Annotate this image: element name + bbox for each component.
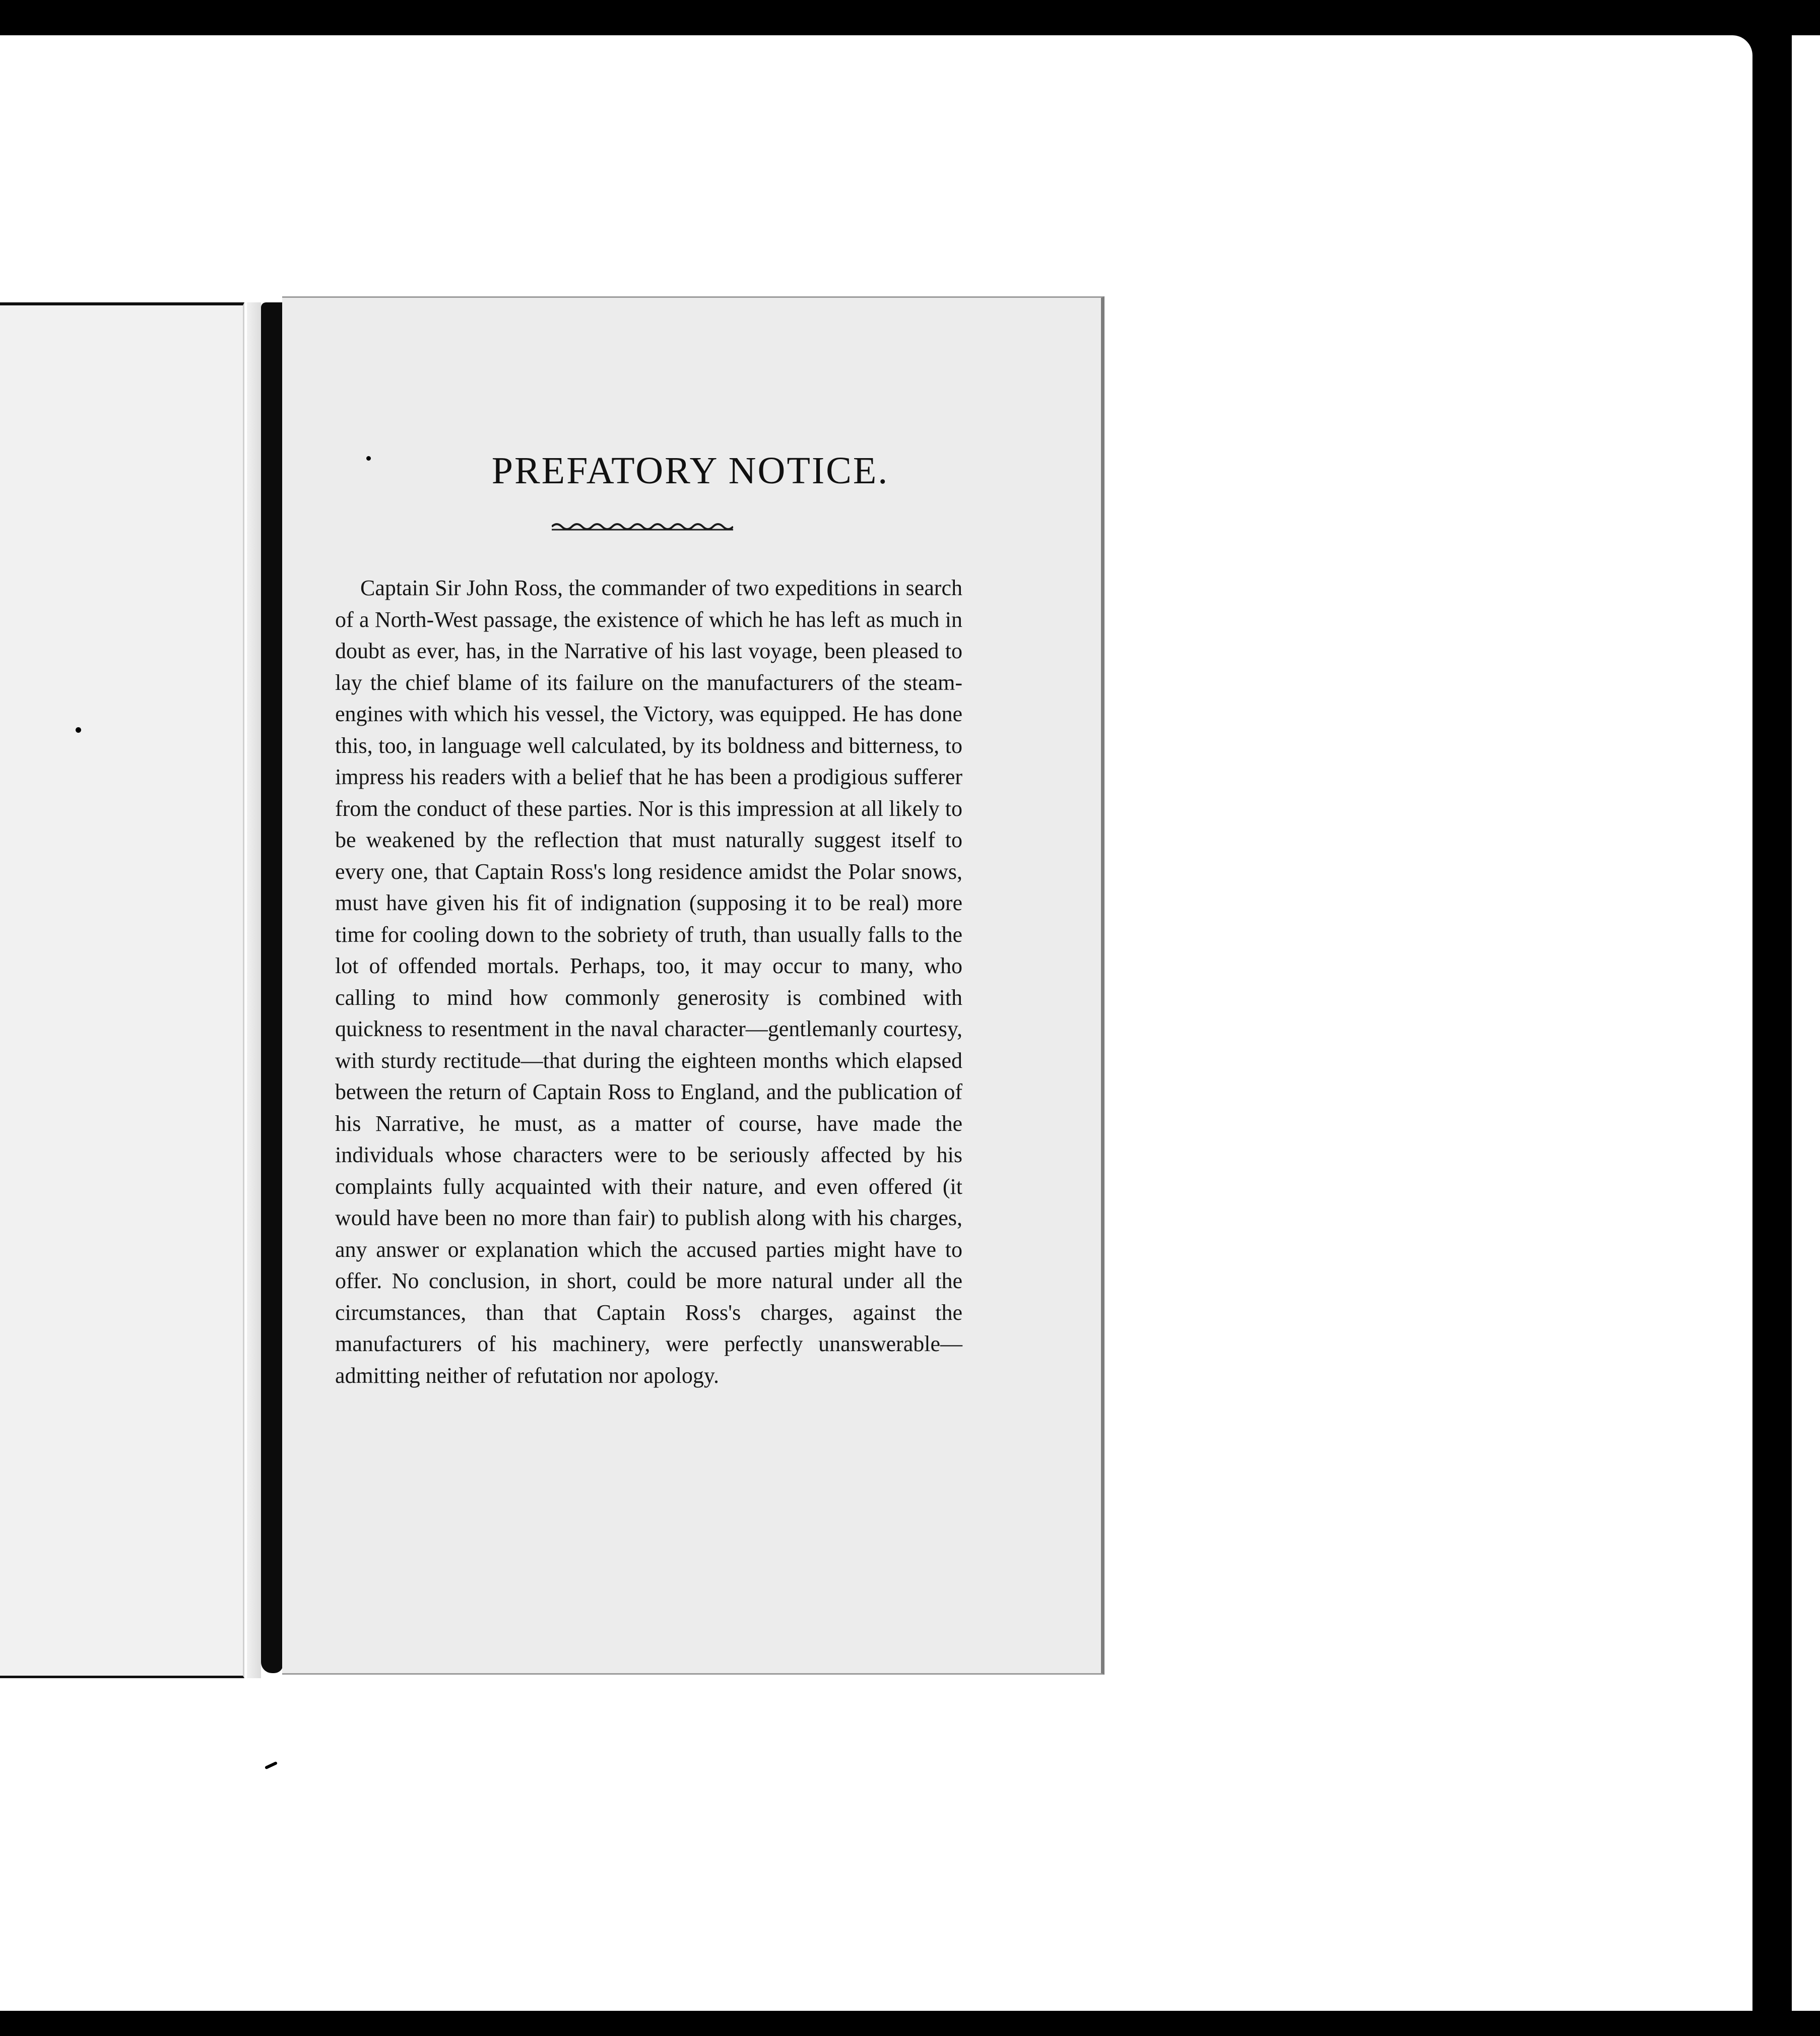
wavy-rule-ornament: [552, 520, 733, 534]
scan-speck: [265, 1761, 278, 1769]
scan-frame-bottom: [0, 2011, 1820, 2036]
gutter-shadow: [247, 302, 261, 1678]
page-title: PREFATORY NOTICE.: [491, 450, 889, 492]
scan-frame-top: [0, 0, 1820, 35]
scan-speck: [366, 456, 371, 461]
facing-page: [0, 302, 244, 1678]
book-spine: [261, 302, 283, 1673]
scan-frame-right-gap: [1792, 35, 1820, 2011]
scan-frame-corner-inner: [1723, 35, 1752, 86]
body-paragraph: Captain Sir John Ross, the commander of two expeditions in search of a North-West passage, the existence of which he has left as much in doubt as ever, has, in the Narrative of his last voyage, been pleased to lay the chief blame of its failure on the manufacturers of the steam-engines with which his vessel, the Victory, was equipped. He has done this, too, in language well calculated, by its boldness and bitterness, to impress his readers with a belief that he has been a prodigious sufferer from the conduct of these parties. Nor is this impression at all likely to be weakened by the reflection that must naturally suggest itself to every one, that Captain Ross's long residence amidst the Polar snows, must have given his fit of indignation (supposing it to be real) more time for cooling down to the sobriety of truth, than usually falls to the lot of offended mortals. Perhaps, too, it may occur to many, who calling to mind how commonly generosity is combined with quickness to resentment in the naval character—gentlemanly courtesy, with sturdy rectitude—that during the eighteen months which elapsed between the return of Captain Ross to England, and the publication of his Narrative, he must, as a matter of course, have made the individuals whose characters were to be seriously affected by his complaints fully acquainted with their nature, and even offered (it would have been no more than fair) to publish along with his charges, any answer or explanation which the accused parties might have to offer. No conclusion, in short, could be more natural under all the circumstances, than that Captain Ross's charges, against the manufacturers of his machinery, were perfectly unanswerable—admitting neither of refutation nor apology.: [335, 576, 962, 1388]
document-page: [282, 296, 1104, 1675]
scan-speck: [76, 727, 81, 733]
